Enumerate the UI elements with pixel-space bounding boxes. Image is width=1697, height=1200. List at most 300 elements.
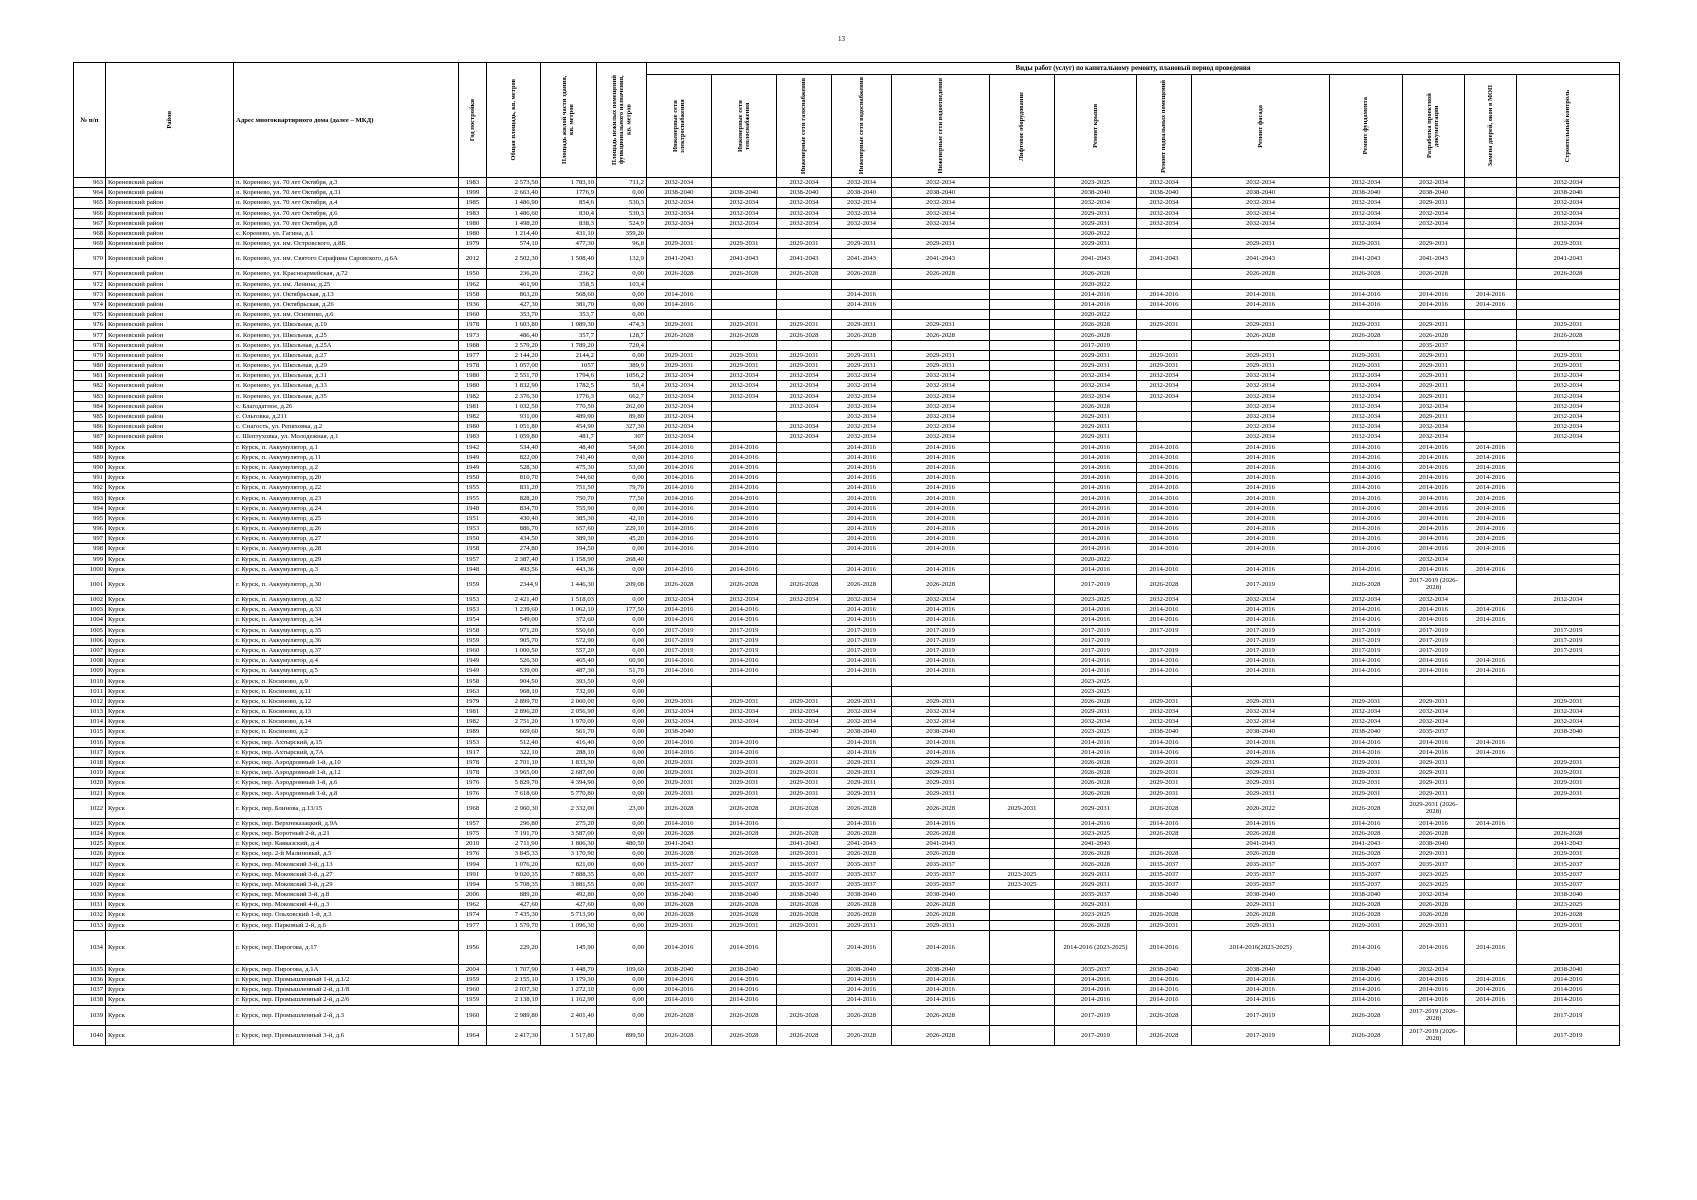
cell-work-period: 2032-2034 xyxy=(647,198,712,208)
cell-living-area: 1 089,30 xyxy=(541,320,597,330)
cell-work-period xyxy=(777,615,832,625)
cell-year: 1982 xyxy=(459,411,487,421)
cell-district: Курск xyxy=(106,859,234,869)
cell-district: Кореневский район xyxy=(106,381,234,391)
table-row xyxy=(74,995,1620,1005)
cell-work-period: 2014-2016 xyxy=(832,289,892,299)
cell-year: 1977 xyxy=(459,920,487,930)
cell-work-period: 2014-2016 xyxy=(1403,605,1465,615)
cell-work-period: 2038-2040 xyxy=(832,188,892,198)
cell-work-period: 2026-2028 xyxy=(832,269,892,279)
cell-work-period xyxy=(712,422,777,432)
cell-work-period: 2029-2031 xyxy=(712,350,777,360)
cell-work-period: 2026-2028 xyxy=(1055,269,1137,279)
cell-work-period: 2029-2031 xyxy=(647,788,712,798)
cell-living-area: 427,60 xyxy=(541,900,597,910)
cell-work-period: 2014-2016 xyxy=(832,666,892,676)
cell-work-period xyxy=(1517,452,1620,462)
cell-work-period: 2032-2034 xyxy=(777,198,832,208)
cell-address: г. Курск, пер. Блинова, д.13/15 xyxy=(234,798,459,818)
cell-total-area: 1 239,60 xyxy=(487,605,541,615)
cell-nonresidential-area: 0,00 xyxy=(597,299,647,309)
cell-district: Курск xyxy=(106,768,234,778)
cell-nonresidential-area: 711,2 xyxy=(597,178,647,188)
cell-nonresidential-area: 0,00 xyxy=(597,995,647,1005)
cell-work-period: 2026-2028 xyxy=(1330,574,1403,594)
cell-work-period xyxy=(1330,554,1403,564)
cell-work-period: 2035-2037 xyxy=(1517,859,1620,869)
cell-work-period: 2026-2028 xyxy=(1055,920,1137,930)
cell-work-period: 2029-2031 xyxy=(1192,920,1330,930)
cell-nonresidential-area: 0,00 xyxy=(597,473,647,483)
table-row xyxy=(74,828,1620,838)
cell-work-period: 2026-2028 xyxy=(1330,1025,1403,1045)
cell-work-period: 2017-2019 xyxy=(1517,625,1620,635)
cell-district: Кореневский район xyxy=(106,218,234,228)
cell-work-period: 2017-2019 xyxy=(1403,635,1465,645)
cell-work-period: 2026-2028 xyxy=(1330,828,1403,838)
cell-work-period: 2032-2034 xyxy=(1192,208,1330,218)
cell-work-period: 2029-2031 xyxy=(1055,350,1137,360)
cell-work-period: 2014-2016 xyxy=(712,503,777,513)
cell-work-period: 2014-2016 xyxy=(647,605,712,615)
cell-work-period: 2014-2016 xyxy=(1517,995,1620,1005)
cell-work-period xyxy=(712,289,777,299)
cell-work-period: 2038-2040 xyxy=(832,890,892,900)
header-work-9: Ремонт фундамента xyxy=(1330,75,1403,178)
cell-work-period: 2014-2016 xyxy=(892,615,990,625)
cell-work-period: 2014-2016 xyxy=(1192,747,1330,757)
cell-work-period: 2032-2034 xyxy=(832,594,892,604)
cell-work-period xyxy=(832,279,892,289)
cell-work-period: 2035-2037 xyxy=(712,859,777,869)
cell-work-period: 2014-2016 xyxy=(1465,564,1517,574)
cell-work-period: 2035-2037 xyxy=(1330,869,1403,879)
cell-work-period: 2014-2016 xyxy=(832,747,892,757)
cell-living-area: 416,40 xyxy=(541,737,597,747)
cell-work-period: 2017-2019 xyxy=(1055,1025,1137,1045)
cell-num: 1018 xyxy=(74,757,106,767)
cell-year: 1977 xyxy=(459,350,487,360)
cell-work-period xyxy=(990,656,1055,666)
cell-work-period xyxy=(892,686,990,696)
cell-address: г. Курск, п. Аккумулятор, д.33 xyxy=(234,605,459,615)
cell-work-period: 2029-2031 xyxy=(1403,778,1465,788)
cell-work-period xyxy=(990,188,1055,198)
cell-work-period xyxy=(1465,839,1517,849)
cell-work-period xyxy=(712,676,777,686)
cell-nonresidential-area: 0,00 xyxy=(597,707,647,717)
cell-living-area: 1 806,30 xyxy=(541,839,597,849)
cell-work-period: 2026-2028 xyxy=(832,849,892,859)
cell-work-period: 2017-2019 xyxy=(1192,1025,1330,1045)
cell-work-period: 2029-2031 xyxy=(892,768,990,778)
cell-work-period: 2032-2034 xyxy=(1517,381,1620,391)
cell-year: 1962 xyxy=(459,279,487,289)
cell-work-period xyxy=(1465,411,1517,421)
cell-total-area: 229,20 xyxy=(487,930,541,964)
cell-work-period xyxy=(1517,462,1620,472)
cell-work-period: 2014-2016 xyxy=(647,503,712,513)
cell-work-period: 2026-2028 xyxy=(892,574,990,594)
cell-living-area: 561,70 xyxy=(541,727,597,737)
cell-work-period: 2038-2040 xyxy=(647,727,712,737)
cell-num: 1021 xyxy=(74,788,106,798)
cell-work-period: 2014-2016 xyxy=(1330,524,1403,534)
cell-living-area: 1 272,10 xyxy=(541,985,597,995)
cell-living-area: 5 713,90 xyxy=(541,910,597,920)
cell-living-area: 1 970,00 xyxy=(541,717,597,727)
cell-work-period: 2014-2016 xyxy=(1403,289,1465,299)
cell-work-period: 2014-2016 xyxy=(832,737,892,747)
cell-work-period: 2032-2034 xyxy=(777,178,832,188)
cell-work-period: 2017-2019 xyxy=(832,635,892,645)
cell-num: 1002 xyxy=(74,594,106,604)
cell-work-period: 2029-2031 xyxy=(1403,849,1465,859)
cell-work-period xyxy=(1517,299,1620,309)
table-row xyxy=(74,964,1620,974)
cell-work-period: 2014-2016 xyxy=(1330,483,1403,493)
cell-work-period: 2014-2016 xyxy=(1330,818,1403,828)
cell-work-period: 2014-2016 xyxy=(647,995,712,1005)
cell-work-period: 2014-2016 xyxy=(1465,442,1517,452)
cell-nonresidential-area: 0,00 xyxy=(597,594,647,604)
cell-work-period: 2029-2031 xyxy=(1330,768,1403,778)
cell-work-period: 2014-2016 xyxy=(1137,442,1192,452)
cell-work-period: 2029-2031 xyxy=(1403,239,1465,249)
cell-work-period xyxy=(990,381,1055,391)
cell-address: п. Коренево, ул. Школьная, д.19 xyxy=(234,320,459,330)
cell-nonresidential-area: 54,00 xyxy=(597,442,647,452)
cell-district: Кореневский район xyxy=(106,239,234,249)
cell-district: Курск xyxy=(106,890,234,900)
cell-work-period: 2014-2016 xyxy=(712,513,777,523)
cell-work-period: 2014-2016 xyxy=(1192,985,1330,995)
cell-district: Кореневский район xyxy=(106,178,234,188)
cell-work-period: 2020-2022 xyxy=(1055,279,1137,289)
cell-work-period: 2026-2028 xyxy=(777,828,832,838)
cell-year: 1999 xyxy=(459,188,487,198)
cell-work-period: 2023-2025 xyxy=(1055,910,1137,920)
cell-work-period: 2014-2016 xyxy=(1465,656,1517,666)
cell-work-period xyxy=(1517,605,1620,615)
table-row xyxy=(74,656,1620,666)
cell-work-period: 2029-2031 xyxy=(892,361,990,371)
cell-work-period: 2014-2016 xyxy=(712,605,777,615)
cell-work-period: 2032-2034 xyxy=(1192,422,1330,432)
cell-address: г. Курск, пер. Ольховский 1-й, д.3 xyxy=(234,910,459,920)
cell-num: 1034 xyxy=(74,930,106,964)
cell-work-period: 2014-2016 xyxy=(1330,564,1403,574)
cell-total-area: 2 711,90 xyxy=(487,839,541,849)
cell-total-area: 1 603,80 xyxy=(487,320,541,330)
cell-work-period: 2014-2016 xyxy=(1055,995,1137,1005)
cell-work-period: 2014-2016 xyxy=(892,605,990,615)
cell-work-period: 2029-2031 xyxy=(1330,350,1403,360)
cell-work-period: 2032-2034 xyxy=(1517,178,1620,188)
cell-district: Курск xyxy=(106,737,234,747)
cell-work-period: 2014-2016 xyxy=(1403,615,1465,625)
cell-nonresidential-area: 0,00 xyxy=(597,879,647,889)
cell-nonresidential-area: 229,10 xyxy=(597,524,647,534)
cell-work-period xyxy=(1137,676,1192,686)
cell-work-period: 2017-2019 xyxy=(1192,635,1330,645)
cell-work-period: 2029-2031 xyxy=(1517,768,1620,778)
cell-district: Кореневский район xyxy=(106,249,234,269)
cell-nonresidential-area: 0,00 xyxy=(597,625,647,635)
cell-work-period xyxy=(1465,645,1517,655)
cell-total-area: 5 829,70 xyxy=(487,778,541,788)
cell-year: 1981 xyxy=(459,707,487,717)
cell-work-period: 2014-2016 xyxy=(1517,985,1620,995)
cell-work-period: 2014-2016 xyxy=(1403,564,1465,574)
cell-total-area: 1 498,20 xyxy=(487,218,541,228)
cell-work-period: 2014-2016 xyxy=(647,974,712,984)
cell-address: г. Курск, п. Аккумулятор, д.28 xyxy=(234,544,459,554)
cell-num: 1023 xyxy=(74,818,106,828)
cell-work-period: 2023-2025 xyxy=(1403,879,1465,889)
cell-work-period: 2026-2028 xyxy=(647,1005,712,1025)
table-row xyxy=(74,544,1620,554)
cell-num: 976 xyxy=(74,320,106,330)
cell-living-area: 4 394,90 xyxy=(541,778,597,788)
cell-work-period: 2014-2016 xyxy=(647,564,712,574)
cell-work-period: 2038-2040 xyxy=(892,727,990,737)
cell-total-area: 2 960,30 xyxy=(487,798,541,818)
cell-work-period: 2032-2034 xyxy=(712,381,777,391)
cell-work-period xyxy=(990,269,1055,279)
cell-address: п. Коренево, ул. Школьная, д.29 xyxy=(234,361,459,371)
cell-work-period: 2014-2016 xyxy=(1192,513,1330,523)
cell-work-period: 2026-2028 xyxy=(1517,828,1620,838)
cell-district: Кореневский район xyxy=(106,361,234,371)
cell-work-period: 2026-2028 xyxy=(1055,859,1137,869)
cell-work-period xyxy=(1517,310,1620,320)
cell-work-period xyxy=(990,964,1055,974)
cell-work-period xyxy=(1465,350,1517,360)
cell-district: Курск xyxy=(106,513,234,523)
cell-work-period xyxy=(1465,727,1517,737)
cell-work-period xyxy=(1465,554,1517,564)
cell-work-period: 2029-2031 xyxy=(832,320,892,330)
cell-total-area: 1 059,80 xyxy=(487,432,541,442)
cell-nonresidential-area: 530,3 xyxy=(597,198,647,208)
page-number: 13 xyxy=(838,35,845,43)
cell-work-period: 2014-2016 xyxy=(832,544,892,554)
cell-work-period: 2017-2019 xyxy=(1330,645,1403,655)
cell-work-period: 2014-2016(2023-2025) xyxy=(1192,930,1330,964)
table-row xyxy=(74,594,1620,604)
cell-work-period: 2014-2016 xyxy=(712,473,777,483)
cell-work-period: 2026-2028 xyxy=(1192,269,1330,279)
cell-address: г. Курск, п. Аккумулятор, д.30 xyxy=(234,574,459,594)
cell-total-area: 486,40 xyxy=(487,330,541,340)
cell-district: Кореневский район xyxy=(106,299,234,309)
cell-district: Кореневский район xyxy=(106,289,234,299)
cell-work-period xyxy=(1465,320,1517,330)
cell-work-period: 2026-2028 xyxy=(712,269,777,279)
cell-total-area: 2 417,30 xyxy=(487,1025,541,1045)
cell-num: 1040 xyxy=(74,1025,106,1045)
cell-work-period: 2032-2034 xyxy=(1192,594,1330,604)
table-row xyxy=(74,513,1620,523)
table-row xyxy=(74,208,1620,218)
cell-nonresidential-area: 0,00 xyxy=(597,310,647,320)
cell-district: Курск xyxy=(106,676,234,686)
cell-work-period: 2035-2037 xyxy=(1137,859,1192,869)
cell-work-period: 2029-2031 xyxy=(1055,879,1137,889)
cell-work-period: 2032-2034 xyxy=(1517,594,1620,604)
cell-num: 1001 xyxy=(74,574,106,594)
cell-work-period: 2014-2016 xyxy=(1137,605,1192,615)
cell-work-period xyxy=(1403,310,1465,320)
cell-work-period xyxy=(777,340,832,350)
cell-year: 1953 xyxy=(459,524,487,534)
cell-work-period: 2029-2031 xyxy=(1192,239,1330,249)
cell-work-period: 2029-2031 xyxy=(1330,757,1403,767)
cell-work-period xyxy=(832,554,892,564)
cell-work-period xyxy=(1517,930,1620,964)
cell-year: 1978 xyxy=(459,320,487,330)
cell-year: 1975 xyxy=(459,828,487,838)
cell-work-period xyxy=(777,534,832,544)
cell-work-period xyxy=(1465,361,1517,371)
cell-living-area: 454,90 xyxy=(541,422,597,432)
cell-nonresidential-area: 0,00 xyxy=(597,696,647,706)
cell-living-area: 755,90 xyxy=(541,503,597,513)
cell-work-period: 2029-2031 xyxy=(1517,696,1620,706)
cell-district: Курск xyxy=(106,696,234,706)
cell-work-period: 2032-2034 xyxy=(1137,707,1192,717)
cell-num: 1019 xyxy=(74,768,106,778)
cell-work-period xyxy=(1517,289,1620,299)
cell-living-area: 1 179,30 xyxy=(541,974,597,984)
cell-work-period: 2014-2016 xyxy=(1192,818,1330,828)
cell-work-period: 2038-2040 xyxy=(1330,727,1403,737)
cell-address: г. Курск, п. Косиново, д.2 xyxy=(234,727,459,737)
cell-work-period: 2041-2043 xyxy=(777,249,832,269)
cell-living-area: 145,90 xyxy=(541,930,597,964)
cell-work-period: 2014-2016 xyxy=(1403,473,1465,483)
cell-address: г. Курск, пер. Аэродромный 1-й, д.12 xyxy=(234,768,459,778)
cell-work-period: 2032-2034 xyxy=(1403,178,1465,188)
table-row xyxy=(74,493,1620,503)
cell-work-period xyxy=(1465,964,1517,974)
cell-work-period: 2026-2028 xyxy=(1192,828,1330,838)
cell-work-period: 2029-2031 xyxy=(777,350,832,360)
cell-address: г. Курск, пер. Моковский 3-й, д.13 xyxy=(234,859,459,869)
cell-address: г. Курск, п. Аккумулятор, д.22 xyxy=(234,483,459,493)
cell-work-period xyxy=(1192,310,1330,320)
cell-num: 1033 xyxy=(74,920,106,930)
cell-work-period: 2023-2025 xyxy=(1055,686,1137,696)
cell-district: Курск xyxy=(106,798,234,818)
cell-work-period: 2029-2031 xyxy=(1403,320,1465,330)
cell-work-period: 2014-2016 xyxy=(832,656,892,666)
cell-living-area: 838,3 xyxy=(541,218,597,228)
cell-work-period xyxy=(990,839,1055,849)
cell-work-period xyxy=(1330,279,1403,289)
cell-total-area: 1 051,80 xyxy=(487,422,541,432)
cell-work-period: 2032-2034 xyxy=(712,391,777,401)
cell-living-area: 1 446,30 xyxy=(541,574,597,594)
cell-work-period xyxy=(712,279,777,289)
table-row xyxy=(74,462,1620,472)
header-work-10: Разработка проектной документации xyxy=(1403,75,1465,178)
cell-total-area: 1 032,50 xyxy=(487,401,541,411)
cell-work-period xyxy=(990,564,1055,574)
cell-year: 1960 xyxy=(459,1005,487,1025)
cell-work-period xyxy=(1137,432,1192,442)
cell-total-area: 886,70 xyxy=(487,524,541,534)
cell-year: 1968 xyxy=(459,798,487,818)
cell-work-period xyxy=(1465,778,1517,788)
cell-total-area: 931,00 xyxy=(487,411,541,421)
cell-work-period: 2023-2025 xyxy=(1055,594,1137,604)
cell-work-period: 2029-2031 xyxy=(1403,920,1465,930)
cell-work-period: 2035-2037 xyxy=(712,879,777,889)
cell-work-period: 2014-2016 xyxy=(1137,483,1192,493)
cell-nonresidential-area: 0,00 xyxy=(597,920,647,930)
cell-year: 1949 xyxy=(459,452,487,462)
cell-work-period: 2032-2034 xyxy=(1517,208,1620,218)
cell-work-period: 2032-2034 xyxy=(892,198,990,208)
cell-nonresidential-area: 0,00 xyxy=(597,828,647,838)
cell-nonresidential-area: 530,3 xyxy=(597,208,647,218)
header-address: Адрес многоквартирного дома (далее – МКД) xyxy=(234,63,459,178)
cell-address: г. Курск, п. Аккумулятор, д.5 xyxy=(234,666,459,676)
cell-district: Курск xyxy=(106,564,234,574)
cell-work-period: 2014-2016 xyxy=(1055,818,1137,828)
cell-num: 965 xyxy=(74,198,106,208)
cell-work-period: 2029-2031 xyxy=(1330,239,1403,249)
cell-work-period xyxy=(1465,757,1517,767)
cell-work-period: 2026-2028 xyxy=(712,1025,777,1045)
cell-work-period: 2017-2019 (2026-2028) xyxy=(1403,1025,1465,1045)
cell-work-period xyxy=(647,340,712,350)
cell-year: 1978 xyxy=(459,768,487,778)
cell-district: Курск xyxy=(106,635,234,645)
cell-work-period xyxy=(1137,839,1192,849)
cell-work-period: 2029-2031 xyxy=(1330,788,1403,798)
table-row xyxy=(74,249,1620,269)
cell-work-period xyxy=(990,462,1055,472)
cell-work-period xyxy=(777,686,832,696)
cell-work-period: 2017-2019 xyxy=(712,635,777,645)
cell-work-period: 2014-2016 xyxy=(1330,503,1403,513)
cell-work-period xyxy=(1465,676,1517,686)
cell-work-period: 2014-2016 xyxy=(892,656,990,666)
cell-address: п. Коренево, ул. Октябрьская, д.13 xyxy=(234,289,459,299)
cell-district: Кореневский район xyxy=(106,422,234,432)
cell-work-period: 2014-2016 xyxy=(1330,534,1403,544)
table-row xyxy=(74,768,1620,778)
cell-work-period xyxy=(990,483,1055,493)
cell-work-period: 2014-2016 xyxy=(1465,985,1517,995)
cell-work-period: 2029-2031 xyxy=(712,920,777,930)
cell-work-period: 2014-2016 xyxy=(1403,656,1465,666)
cell-work-period: 2029-2031 xyxy=(1403,411,1465,421)
cell-living-area: 3 170,90 xyxy=(541,849,597,859)
cell-work-period: 2014-2016 xyxy=(1330,747,1403,757)
table-row xyxy=(74,361,1620,371)
cell-work-period: 2014-2016 xyxy=(1465,615,1517,625)
cell-work-period: 2014-2016 xyxy=(892,930,990,964)
cell-address: г. Курск, пер. Ахтырский, д.15 xyxy=(234,737,459,747)
cell-work-period: 2026-2028 xyxy=(1192,910,1330,920)
cell-district: Курск xyxy=(106,666,234,676)
cell-work-period: 2032-2034 xyxy=(712,218,777,228)
